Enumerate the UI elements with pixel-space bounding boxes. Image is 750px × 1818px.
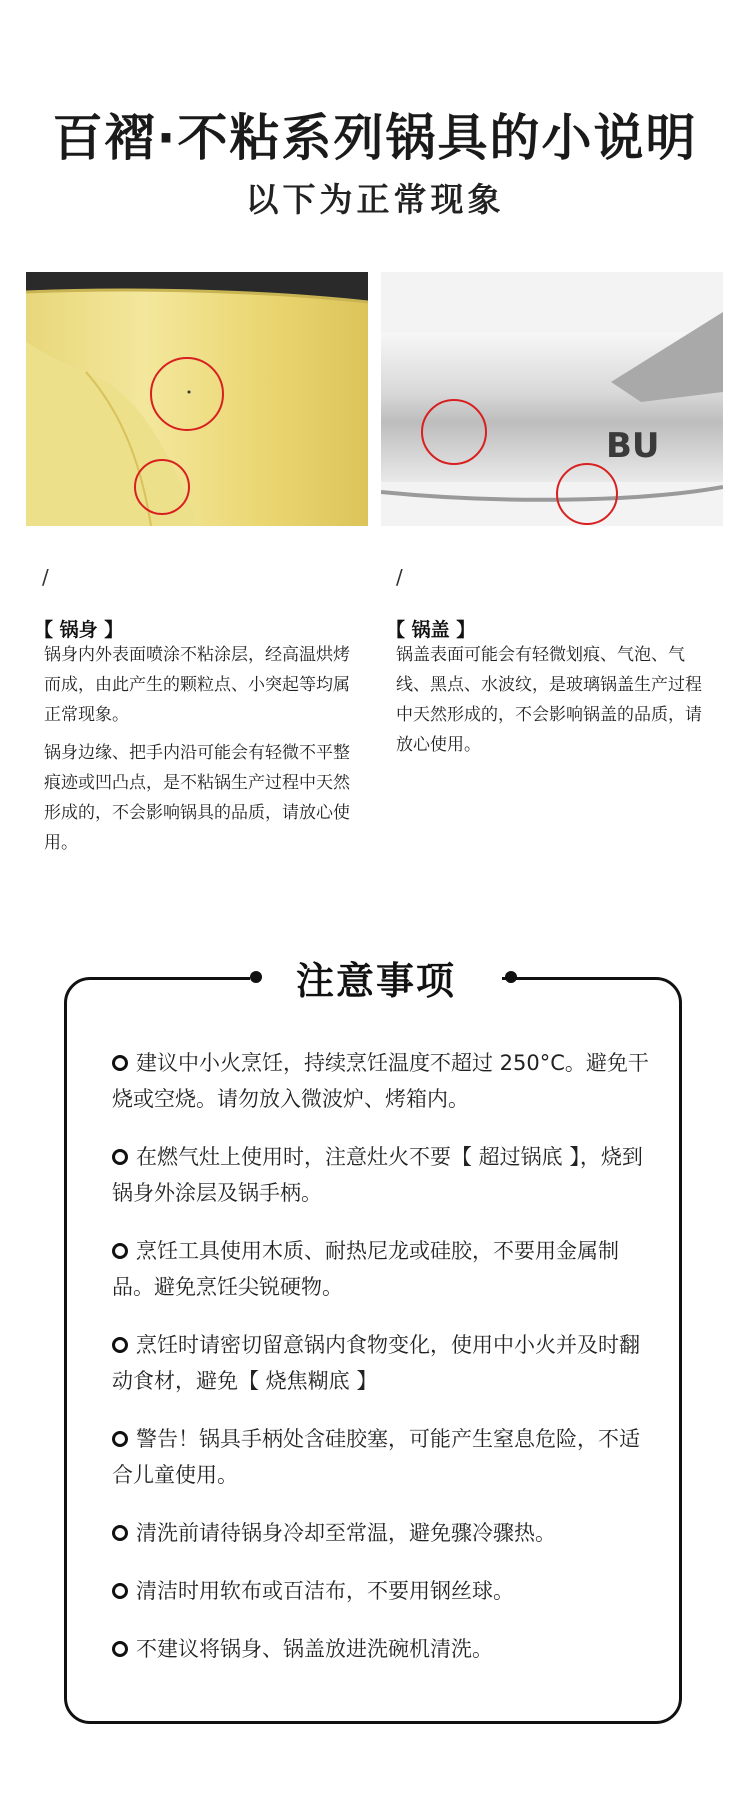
- bullet-icon: [112, 1583, 128, 1599]
- bullet-icon: [112, 1525, 128, 1541]
- notice-item: 清洁时用软布或百洁布，不要用钢丝球。: [112, 1573, 657, 1609]
- bullet-icon: [112, 1641, 128, 1657]
- bullet-icon: [112, 1337, 128, 1353]
- bullet-icon: [112, 1431, 128, 1447]
- pot-body-paragraph: 锅身边缘、把手内沿可能会有轻微不平整痕迹或凹凸点，是不粘锅生产过程中天然形成的，不会影响锅具的品质，请放心使用。: [44, 743, 350, 853]
- notice-list: [112, 1045, 657, 1689]
- notice-item: 清洗前请待锅身冷却至常温，避免骤冷骤热。: [112, 1515, 657, 1551]
- pot-body-photo: [26, 272, 368, 526]
- notice-item: 建议中小火烹饪，持续烹饪温度不超过 250°C。避免干烧或空烧。请勿放入微波炉、烤箱内。: [112, 1051, 649, 1111]
- notice-title-dot: [505, 971, 517, 983]
- notice-item: 警告！锅具手柄处含硅胶塞，可能产生窒息危险，不适合儿童使用。: [112, 1427, 640, 1487]
- pot-lid-photo: [381, 272, 723, 526]
- section-divider: /: [42, 565, 49, 589]
- section-divider: /: [396, 565, 403, 589]
- pot-lid-paragraph: 锅盖表面可能会有轻微划痕、气泡、气线、黑点、水波纹，是玻璃锅盖生产过程中天然形成的，不会影响锅盖的品质，请放心使用。: [396, 645, 702, 755]
- pot-body-paragraph: 锅身内外表面喷涂不粘涂层，经高温烘烤而成，由此产生的颗粒点、小突起等均属正常现象。: [44, 645, 350, 725]
- notice-item: 不建议将锅身、锅盖放进洗碗机清洗。: [112, 1631, 657, 1667]
- bullet-icon: [112, 1149, 128, 1165]
- notice-item: 烹饪时请密切留意锅内食物变化，使用中小火并及时翻动食材，避免【 烧焦糊底 】: [112, 1333, 640, 1393]
- notice-item: 在燃气灶上使用时，注意灶火不要【 超过锅底 】，烧到锅身外涂层及锅手柄。: [112, 1145, 643, 1205]
- bullet-icon: [112, 1243, 128, 1259]
- bullet-icon: [112, 1055, 128, 1071]
- notice-item: 烹饪工具使用木质、耐热尼龙或硅胶，不要用金属制品。避免烹饪尖锐硬物。: [112, 1239, 619, 1299]
- pot-lid-title: 【 锅盖 】: [386, 619, 476, 641]
- page-subtitle: 以下为正常现象: [245, 180, 505, 219]
- page-title: 百褶·不粘系列锅具的小说明: [52, 109, 698, 167]
- notice-title: 注意事项: [295, 959, 456, 1003]
- pot-body-title: 【 锅身 】: [34, 619, 124, 641]
- lid-logo-text: BU: [606, 426, 660, 466]
